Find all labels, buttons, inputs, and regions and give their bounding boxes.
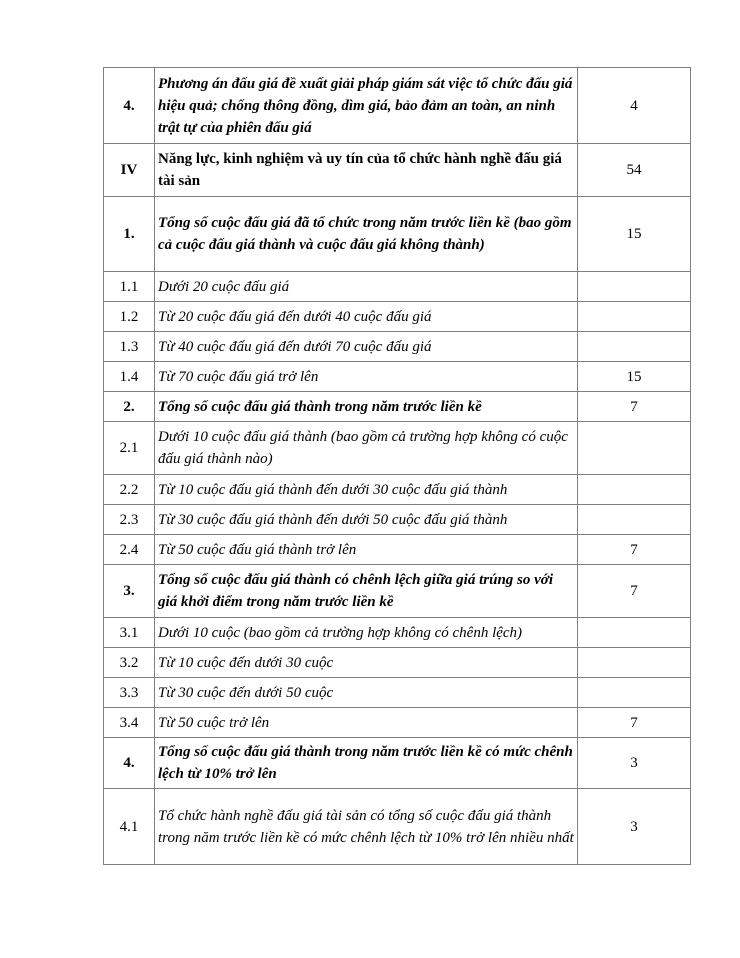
row-number: 1.1 <box>104 272 155 302</box>
criterion-text: Phương án đấu giá đề xuất giải pháp giám sát việc tổ chức đấu giá hiệu quả; chống thông đồng, dìm giá, bảo đảm an toàn, an ninh trật tự của phiên đấu giá <box>155 68 578 144</box>
row-number: 4. <box>104 738 155 789</box>
max-score: 7 <box>578 535 691 565</box>
max-score: 7 <box>578 565 691 618</box>
criterion-text: Dưới 10 cuộc (bao gồm cả trường hợp không có chênh lệch) <box>155 618 578 648</box>
row-number: 1.4 <box>104 362 155 392</box>
table-row <box>104 144 691 197</box>
scoring-criteria-table <box>103 67 691 865</box>
table-row <box>104 272 691 302</box>
row-number: 1. <box>104 197 155 272</box>
row-number: 1.2 <box>104 302 155 332</box>
row-number: 3. <box>104 565 155 618</box>
criterion-text: Từ 10 cuộc đến dưới 30 cuộc <box>155 648 578 678</box>
criterion-text: Từ 20 cuộc đấu giá đến dưới 40 cuộc đấu giá <box>155 302 578 332</box>
max-score: 3 <box>578 789 691 865</box>
row-number: 1.3 <box>104 332 155 362</box>
criterion-text: Từ 40 cuộc đấu giá đến dưới 70 cuộc đấu giá <box>155 332 578 362</box>
max-score <box>578 332 691 362</box>
row-number: 2.4 <box>104 535 155 565</box>
table-row <box>104 422 691 475</box>
max-score <box>578 648 691 678</box>
max-score: 7 <box>578 708 691 738</box>
table-row <box>104 789 691 865</box>
row-number: 2.2 <box>104 475 155 505</box>
row-number: IV <box>104 144 155 197</box>
row-number: 3.3 <box>104 678 155 708</box>
table-row <box>104 475 691 505</box>
max-score <box>578 302 691 332</box>
max-score: 15 <box>578 197 691 272</box>
table-row <box>104 565 691 618</box>
max-score: 54 <box>578 144 691 197</box>
row-number: 3.2 <box>104 648 155 678</box>
row-number: 3.4 <box>104 708 155 738</box>
table-row <box>104 648 691 678</box>
max-score: 3 <box>578 738 691 789</box>
max-score: 15 <box>578 362 691 392</box>
criterion-text: Từ 50 cuộc trở lên <box>155 708 578 738</box>
table-row <box>104 505 691 535</box>
table-row <box>104 332 691 362</box>
criterion-text: Tổng số cuộc đấu giá thành có chênh lệch giữa giá trúng so với giá khởi điểm trong năm trước liền kề <box>155 565 578 618</box>
table-row <box>104 302 691 332</box>
table-row <box>104 197 691 272</box>
criterion-text: Từ 10 cuộc đấu giá thành đến dưới 30 cuộc đấu giá thành <box>155 475 578 505</box>
table-row <box>104 535 691 565</box>
criterion-text: Từ 30 cuộc đến dưới 50 cuộc <box>155 678 578 708</box>
max-score <box>578 505 691 535</box>
row-number: 2. <box>104 392 155 422</box>
table-row <box>104 738 691 789</box>
max-score <box>578 475 691 505</box>
row-number: 4. <box>104 68 155 144</box>
criterion-text: Từ 70 cuộc đấu giá trở lên <box>155 362 578 392</box>
criterion-text: Từ 50 cuộc đấu giá thành trở lên <box>155 535 578 565</box>
table-row <box>104 678 691 708</box>
table-row <box>104 362 691 392</box>
table-row <box>104 68 691 144</box>
max-score: 7 <box>578 392 691 422</box>
max-score: 4 <box>578 68 691 144</box>
row-number: 2.1 <box>104 422 155 475</box>
criterion-text: Dưới 20 cuộc đấu giá <box>155 272 578 302</box>
table-row <box>104 392 691 422</box>
max-score <box>578 678 691 708</box>
max-score <box>578 272 691 302</box>
row-number: 4.1 <box>104 789 155 865</box>
table-row <box>104 708 691 738</box>
criterion-text: Tổng số cuộc đấu giá thành trong năm trước liền kề <box>155 392 578 422</box>
criterion-text: Dưới 10 cuộc đấu giá thành (bao gồm cả trường hợp không có cuộc đấu giá thành nào) <box>155 422 578 475</box>
row-number: 3.1 <box>104 618 155 648</box>
criterion-text: Tổng số cuộc đấu giá đã tổ chức trong năm trước liền kề (bao gồm cả cuộc đấu giá thành và cuộc đấu giá không thành) <box>155 197 578 272</box>
row-number: 2.3 <box>104 505 155 535</box>
criterion-text: Từ 30 cuộc đấu giá thành đến dưới 50 cuộc đấu giá thành <box>155 505 578 535</box>
max-score <box>578 618 691 648</box>
criterion-text: Tổ chức hành nghề đấu giá tài sản có tổng số cuộc đấu giá thành trong năm trước liền kề có mức chênh lệch từ 10% trở lên nhiều nhất <box>155 789 578 865</box>
table-row <box>104 618 691 648</box>
criterion-text: Tổng số cuộc đấu giá thành trong năm trước liền kề có mức chênh lệch từ 10% trở lên <box>155 738 578 789</box>
max-score <box>578 422 691 475</box>
criterion-text: Năng lực, kinh nghiệm và uy tín của tổ chức hành nghề đấu giá tài sản <box>155 144 578 197</box>
